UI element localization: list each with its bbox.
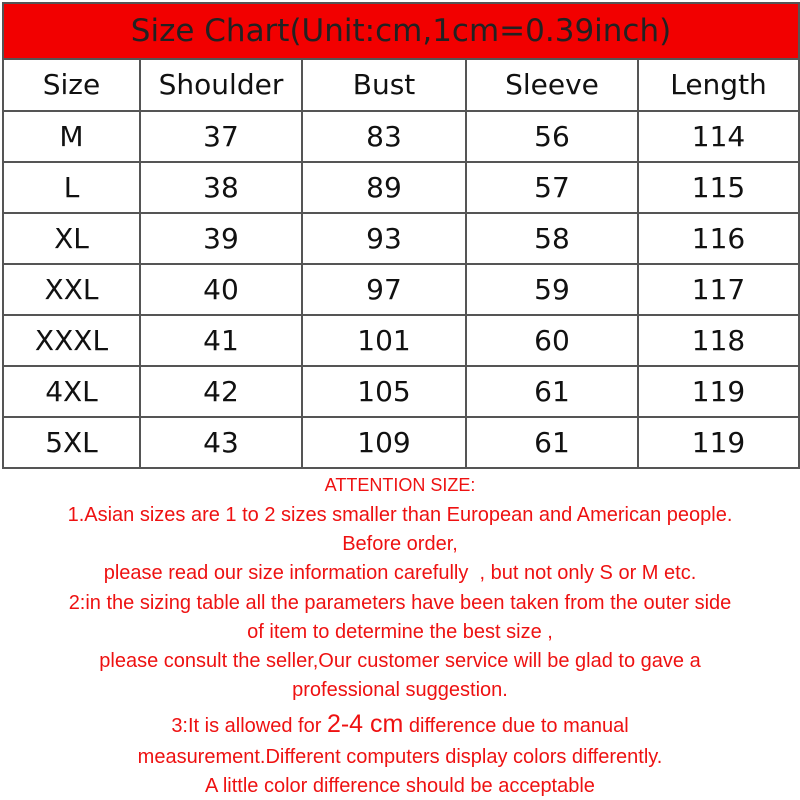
table-cell: 61	[466, 417, 638, 468]
note-line: Before order,	[342, 533, 458, 555]
column-header: Length	[638, 59, 799, 111]
note-line: 1.Asian sizes are 1 to 2 sizes smaller than European and American people.	[67, 504, 733, 526]
note-line: professional suggestion.	[292, 679, 508, 701]
table-cell: 119	[638, 417, 799, 468]
table-cell: 97	[302, 264, 466, 315]
note-line: please read our size information carefully , but not only S or M etc.	[103, 562, 697, 584]
note-line: measurement.Different computers display colors differently.	[137, 746, 663, 768]
table-row	[3, 111, 799, 162]
attention-notes	[0, 470, 800, 800]
note-text: 3:It is allowed for	[171, 715, 327, 737]
table-cell: L	[3, 162, 140, 213]
table-cell: 42	[140, 366, 302, 417]
column-header: Bust	[302, 59, 466, 111]
table-cell: XXXL	[3, 315, 140, 366]
table-cell: XXL	[3, 264, 140, 315]
table-cell: 40	[140, 264, 302, 315]
table-row	[3, 417, 799, 468]
table-cell: 115	[638, 162, 799, 213]
table-cell: 117	[638, 264, 799, 315]
note-line: please consult the seller,Our customer service will be glad to gave a	[99, 650, 701, 672]
header-row	[3, 59, 799, 111]
table-cell: 38	[140, 162, 302, 213]
table-row	[3, 213, 799, 264]
chart-title: Size Chart(Unit:cm,1cm=0.39inch)	[3, 3, 799, 59]
table-row	[3, 162, 799, 213]
table-cell: 89	[302, 162, 466, 213]
size-chart-table	[2, 2, 800, 469]
table-cell: 105	[302, 366, 466, 417]
table-cell: 101	[302, 315, 466, 366]
notes-heading: ATTENTION SIZE:	[324, 475, 476, 495]
table-cell: 59	[466, 264, 638, 315]
note-line-tolerance	[0, 712, 800, 737]
table-cell: XL	[3, 213, 140, 264]
table-cell: 83	[302, 111, 466, 162]
column-header: Sleeve	[466, 59, 638, 111]
title-row	[3, 3, 799, 59]
column-header: Shoulder	[140, 59, 302, 111]
table-cell: 58	[466, 213, 638, 264]
note-line: A little color difference should be acceptable	[205, 775, 595, 797]
table-cell: 116	[638, 213, 799, 264]
table-cell: 114	[638, 111, 799, 162]
tolerance-highlight: 2-4 cm	[326, 710, 404, 738]
table-cell: M	[3, 111, 140, 162]
note-line: of item to determine the best size ,	[247, 621, 553, 643]
table-cell: 41	[140, 315, 302, 366]
table-cell: 93	[302, 213, 466, 264]
table-row	[3, 264, 799, 315]
table-cell: 109	[302, 417, 466, 468]
table-cell: 4XL	[3, 366, 140, 417]
table-row	[3, 315, 799, 366]
column-header: Size	[3, 59, 140, 111]
note-line: 2:in the sizing table all the parameters have been taken from the outer side	[68, 592, 732, 614]
table-cell: 61	[466, 366, 638, 417]
table-cell: 43	[140, 417, 302, 468]
table-row	[3, 366, 799, 417]
table-cell: 57	[466, 162, 638, 213]
table-cell: 56	[466, 111, 638, 162]
table-cell: 119	[638, 366, 799, 417]
note-text: difference due to manual	[403, 715, 629, 737]
table-cell: 39	[140, 213, 302, 264]
table-cell: 118	[638, 315, 799, 366]
table-cell: 5XL	[3, 417, 140, 468]
table-cell: 37	[140, 111, 302, 162]
table-cell: 60	[466, 315, 638, 366]
